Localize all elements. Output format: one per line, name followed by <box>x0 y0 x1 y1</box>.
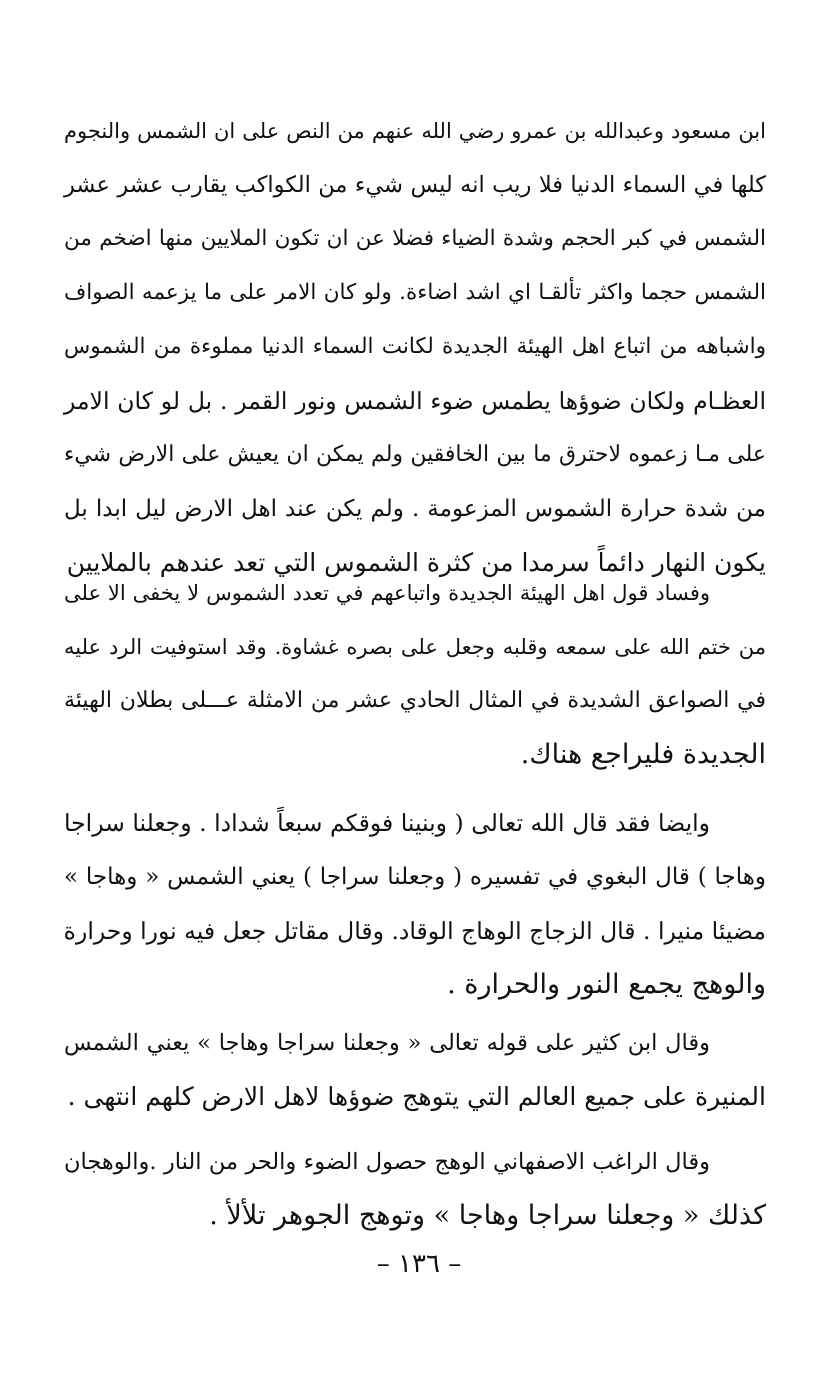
paragraph-4 <box>64 1016 766 1124</box>
paragraph-5 <box>64 1135 766 1243</box>
text-line: الشمس حجما واكثر تألقـا اي اشد اضاءة. ولو كان الامر على ما يزعمه الصواف <box>64 280 766 305</box>
text-line: وايضا فقد قال الله تعالى ( وبنينا فوقكم سبعاً شدادا . وجعلنا سراجا <box>64 809 710 837</box>
text-line: العظـام ولكان ضوؤها يطمس ضوء الشمس ونور القمر . بل لو كان الامر <box>64 387 766 415</box>
text-line: كلها في السماء الدنيا فلا ريب انه ليس شيء من الكواكب يقارب عشر عشر <box>64 172 766 198</box>
text-line: على مـا زعموه لاحترق ما بين الخافقين ولم يمكن ان يعيش على الارض شيء <box>64 442 766 467</box>
text-line: وفساد قول اهل الهيئة الجديدة واتباعهم في تعدد الشموس لا يخفى الا على <box>64 581 710 605</box>
text-line: مضيئا منيرا . قال الزجاج الوهاج الوقاد. وقال مقاتل جعل فيه نورا وحرارة <box>63 917 766 945</box>
text-line: والوهج يجمع النور والحرارة . <box>447 969 766 1000</box>
paragraph-1 <box>64 104 766 590</box>
text-line: وهاجا ) قال البغوي في تفسيره ( وجعلنا سراجا ) يعني الشمس « وهاجا » <box>64 864 766 890</box>
text-line: في الصواعق الشديدة في المثال الحادي عشر من الامثلة عـــلى بطلان الهيئة <box>64 688 766 713</box>
text-line: كذلك « وجعلنا سراجا وهاجا » وتوهج الجوهر تلألأ . <box>209 1200 766 1231</box>
text-line: المنيرة على جميع العالم التي يتوهج ضوؤها لاهل الارض كلهم انتهى . <box>67 1082 766 1111</box>
text-line: وقال ابن كثير على قوله تعالى « وجعلنا سراجا وهاجا » يعني الشمس <box>64 1030 710 1056</box>
text-line: من شدة حرارة الشموس المزعومة . ولم يكن عند اهل الارض ليل ابدا بل <box>64 496 766 522</box>
text-line: ابن مسعود وعبدالله بن عمرو رضي الله عنهم من النص على ان الشمس والنجوم <box>64 119 766 143</box>
paragraph-3 <box>64 796 766 1012</box>
text-line: من ختم الله على سمعه وقلبه وجعل على بصره غشاوة. وقد استوفيت الرد عليه <box>64 635 766 659</box>
text-line: وقال الراغب الاصفهاني الوهج حصول الضوء والحر من النار .والوهجان <box>64 1149 710 1175</box>
text-line: الشمس في كبر الحجم وشدة الضياء فضلا عن ان تكون الملايين منها اضخم من <box>64 226 766 251</box>
paragraph-2 <box>64 566 766 782</box>
text-line: يكون النهار دائماً سرمدا من كثرة الشموس التي تعد عندهم بالملايين <box>66 548 766 577</box>
text-line: الجديدة فليراجع هناك. <box>520 739 766 770</box>
page-number: – ١٣٦ – <box>376 1249 462 1279</box>
text-line: واشباهه من اتباع اهل الهيئة الجديدة لكانت السماء الدنيا مملوءة من الشموس <box>64 334 766 359</box>
